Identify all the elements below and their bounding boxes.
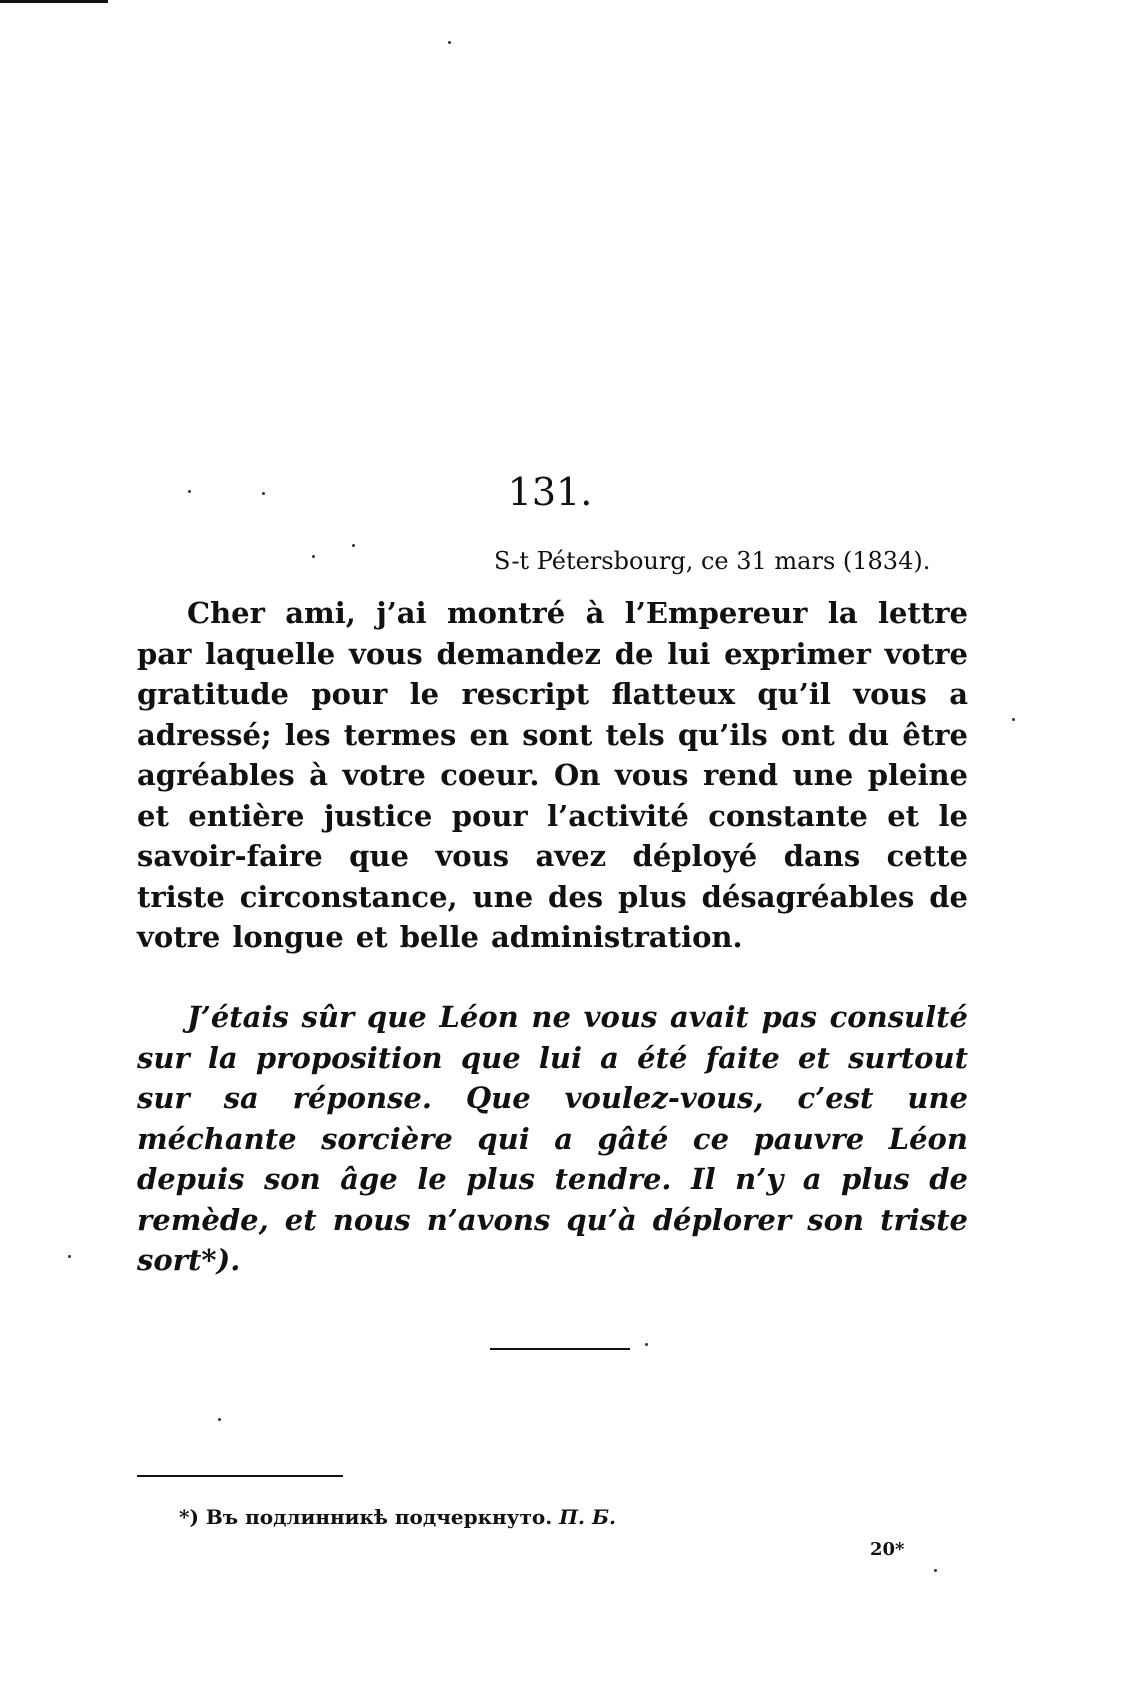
paragraph-italic: J’étais sûr que Léon ne vous avait pas consulté sur la proposition que lui a été faite et surtout sur sa réponse. Que voulez-vous, c’est une méchante sorcière qui a gâté ce pauvre Léon depuis son âge le plus tendre. Il n’y a plus de remède, et nous n’avons qu’à déplorer son triste sort*). [137,1000,968,1277]
dateline: S-t Pétersbourg, ce 31 mars (1834). [494,547,931,575]
scan-speck [448,41,451,44]
footnote-text: *) Въ подлинникѣ подчеркнуто. [179,1505,553,1529]
sheet-signature: 20* [870,1539,905,1560]
footnote-rule [137,1475,343,1477]
section-divider [490,1348,630,1350]
scan-speck [68,1255,71,1258]
scan-speck [218,1418,221,1421]
footnote [179,1504,616,1530]
scan-speck [188,490,191,493]
scan-speck [352,544,355,547]
scan-speck [312,555,315,558]
scan-speck [262,492,265,495]
letter-number: 131. [507,470,593,514]
scan-speck [1012,718,1015,721]
scan-speck [645,1343,648,1346]
top-edge-rule [0,0,108,3]
paragraph-main: Cher ami, j’ai montré à l’Empereur la lettre par laquelle vous demandez de lui exprimer votre gratitude pour le rescript flatteux qu’il vous a adressé; les termes en sont tels qu’ils ont du être agréables à votre coeur. On vous rend une pleine et entière justice pour l’activité constante et le savoir-faire que vous avez déployé dans cette triste circonstance, une des plus désagréables de votre longue et belle administration. [137,596,968,954]
scan-speck [934,1569,937,1572]
footnote-signature: П. Б. [559,1505,616,1529]
